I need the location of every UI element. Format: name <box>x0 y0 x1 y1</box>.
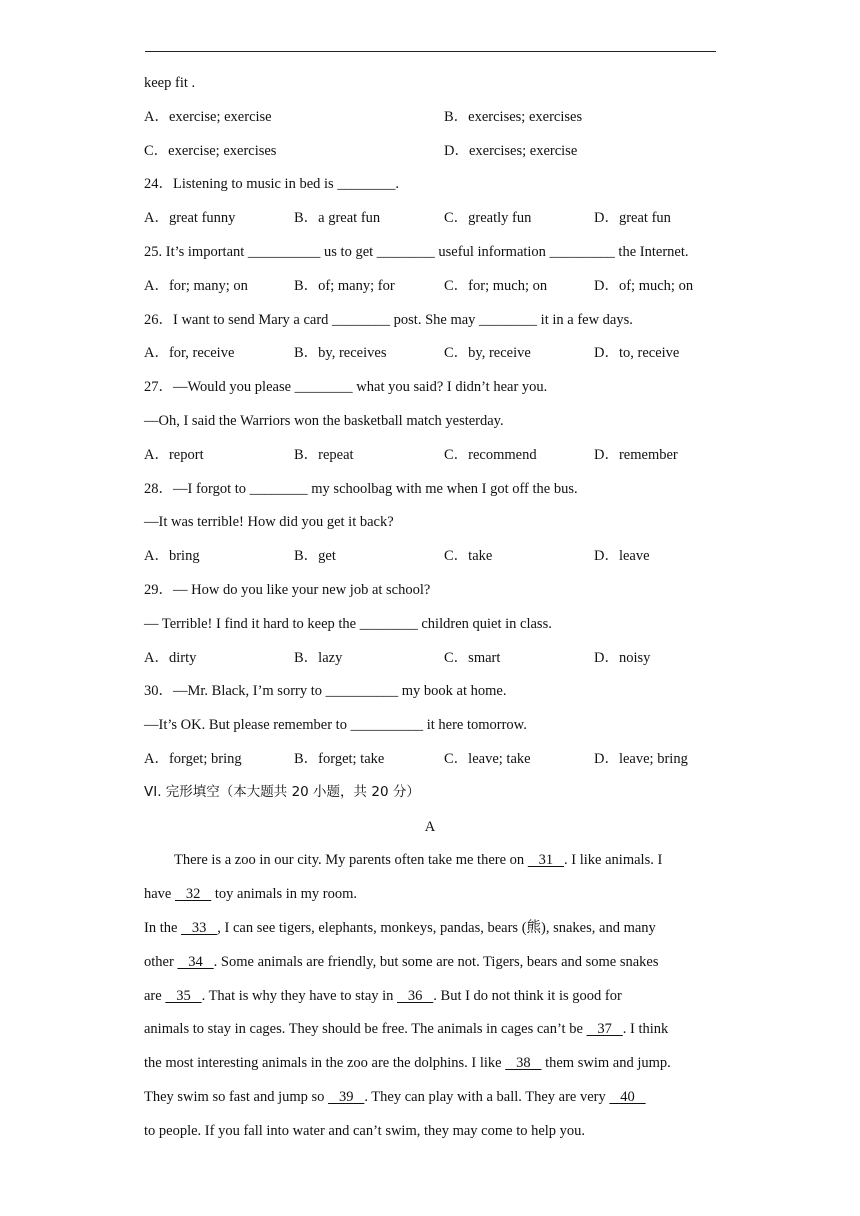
q27-option-a: A．report <box>144 447 204 463</box>
passage-line-3: In the 33 , I can see tigers, elephants, monkeys, pandas, bears (熊), snakes, and many <box>144 920 656 936</box>
q29-option-a: A．dirty <box>144 650 197 666</box>
q24-option-b: B．a great fun <box>294 210 381 226</box>
q30-option-b: B．forget; take <box>294 751 385 767</box>
q24-stem: 24．Listening to music in bed is ________. <box>144 176 399 192</box>
q23-stem-tail: keep fit . <box>144 75 196 91</box>
q24-option-c: C．greatly fun <box>444 210 532 226</box>
blank-36: 36 <box>397 988 434 1004</box>
blank-34: 34 <box>177 954 214 970</box>
q28-option-a: A．bring <box>144 548 200 564</box>
q25-option-d: D．of; much; on <box>594 278 694 294</box>
q29-option-b: B．lazy <box>294 650 343 666</box>
header-rule <box>145 51 716 52</box>
q25-option-c: C．for; much; on <box>444 278 548 294</box>
q29-option-c: C．smart <box>444 650 501 666</box>
q25-option-b: B．of; many; for <box>294 278 395 294</box>
q28-option-b: B．get <box>294 548 336 564</box>
q27-stem: 27．—Would you please ________ what you said? I didn’t hear you. <box>144 379 548 395</box>
q28-reply: —It was terrible! How did you get it back? <box>144 514 394 530</box>
q27-option-d: D．remember <box>594 447 678 463</box>
q30-option-a: A．forget; bring <box>144 751 242 767</box>
blank-40: 40 <box>609 1089 646 1105</box>
q23-option-a: A．exercise; exercise <box>144 109 272 125</box>
q23-option-b: B．exercises; exercises <box>444 109 583 125</box>
blank-38: 38 <box>505 1055 542 1071</box>
passage-line-9: to people. If you fall into water and can’t swim, they may come to help you. <box>144 1123 586 1139</box>
q26-option-b: B．by, receives <box>294 345 387 361</box>
q30-option-c: C．leave; take <box>444 751 531 767</box>
q28-option-d: D．leave <box>594 548 650 564</box>
blank-33: 33 <box>181 920 218 936</box>
passage-line-1: There is a zoo in our city. My parents often take me there on 31 . I like animals. I <box>174 852 663 868</box>
q30-option-d: D．leave; bring <box>594 751 688 767</box>
blank-35: 35 <box>165 988 202 1004</box>
q26-option-d: D．to, receive <box>594 345 680 361</box>
passage-line-7: the most interesting animals in the zoo are the dolphins. I like 38 them swim and jump. <box>144 1055 671 1071</box>
q26-option-a: A．for, receive <box>144 345 235 361</box>
q30-stem: 30．—Mr. Black, I’m sorry to __________ my book at home. <box>144 683 507 699</box>
q27-reply: —Oh, I said the Warriors won the basketball match yesterday. <box>144 413 504 429</box>
passage-line-4: other 34 . Some animals are friendly, but some are not. Tigers, bears and some snakes <box>144 954 659 970</box>
q28-stem: 28．—I forgot to ________ my schoolbag with me when I got off the bus. <box>144 481 578 497</box>
passage-line-5: are 35 . That is why they have to stay in 36 . But I do not think it is good for <box>144 988 622 1004</box>
q23-option-d: D．exercises; exercise <box>444 143 578 159</box>
q28-option-c: C．take <box>444 548 493 564</box>
q24-option-a: A．great funny <box>144 210 236 226</box>
q24-option-d: D．great fun <box>594 210 671 226</box>
passage-label: A <box>424 819 436 835</box>
passage-line-6: animals to stay in cages. They should be free. The animals in cages can’t be 37 . I think <box>144 1021 669 1037</box>
q26-option-c: C．by, receive <box>444 345 531 361</box>
q30-reply: —It’s OK. But please remember to __________ it here tomorrow. <box>144 717 527 733</box>
blank-31: 31 <box>527 852 565 868</box>
q27-option-b: B．repeat <box>294 447 354 463</box>
q25-option-a: A．for; many; on <box>144 278 248 294</box>
blank-39: 39 <box>328 1089 365 1105</box>
q26-stem: 26．I want to send Mary a card ________ post. She may ________ it in a few days. <box>144 312 633 328</box>
q25-stem: 25. It’s important __________ us to get ________ useful information _________ the Internet. <box>144 244 689 260</box>
q23-option-c: C．exercise; exercises <box>144 143 277 159</box>
q29-option-d: D．noisy <box>594 650 651 666</box>
blank-37: 37 <box>586 1021 623 1037</box>
q27-option-c: C．recommend <box>444 447 537 463</box>
blank-32: 32 <box>175 886 212 902</box>
passage-line-2: have 32 toy animals in my room. <box>144 886 358 902</box>
passage-line-8: They swim so fast and jump so 39 . They can play with a ball. They are very 40 <box>144 1089 646 1105</box>
q29-reply: — Terrible! I find it hard to keep the ________ children quiet in class. <box>144 616 552 632</box>
q29-stem: 29．— How do you like your new job at school? <box>144 582 431 598</box>
section-heading: VI. 完形填空（本大题共 20 小题，共 20 分） <box>144 784 420 800</box>
